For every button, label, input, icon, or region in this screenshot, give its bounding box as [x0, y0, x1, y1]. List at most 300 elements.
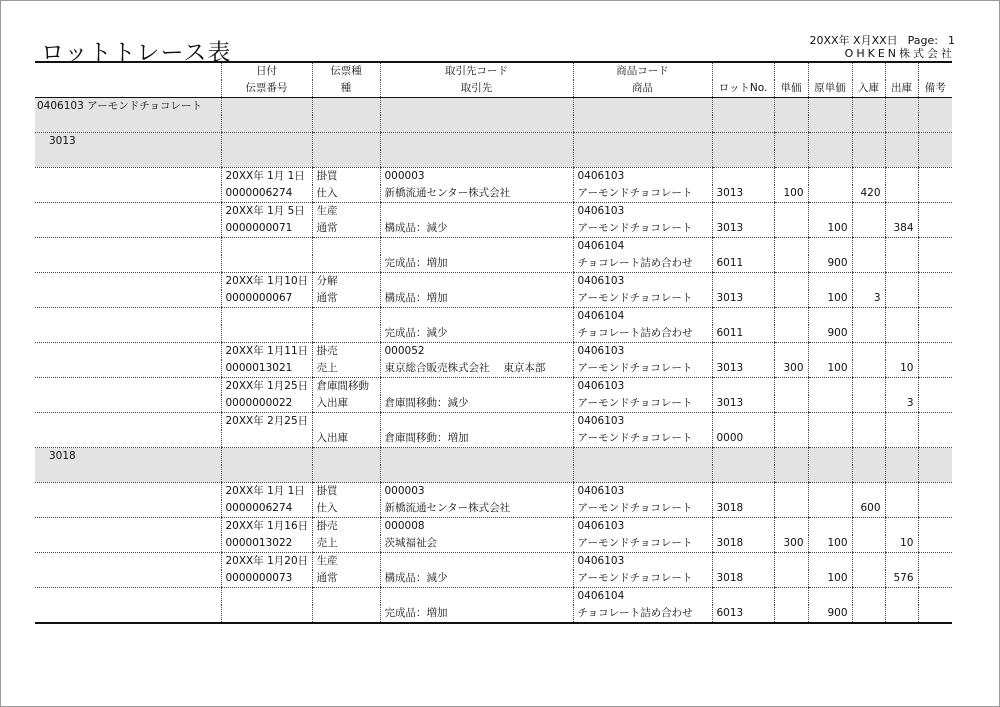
product-name-cell: チョコレート詰め合わせ	[573, 605, 712, 623]
slip-no-cell	[221, 430, 312, 448]
unit-price-cell	[774, 395, 808, 413]
empty-cell	[918, 168, 952, 186]
empty-cell	[808, 518, 852, 536]
cost-price-cell: 900	[808, 605, 852, 623]
partner-code-cell: 000003	[380, 168, 573, 186]
partner-name-cell: 新橋流通センター株式会社	[380, 185, 573, 203]
empty-cell	[852, 308, 885, 326]
partner-name-cell: 構成品：減少	[380, 570, 573, 588]
empty-cell	[885, 238, 918, 256]
empty-cell	[774, 553, 808, 571]
empty-cell	[918, 553, 952, 571]
spacer-cell	[35, 395, 221, 413]
out-qty-cell	[885, 325, 918, 343]
empty-cell	[808, 238, 852, 256]
slip-type-2-cell	[312, 255, 380, 273]
lot-no-cell: 3013	[712, 360, 774, 378]
page-label: Page:	[907, 34, 938, 47]
product-name-cell: アーモンドチョコレート	[573, 430, 712, 448]
slip-no-cell: 0000006274	[221, 500, 312, 518]
lot-no-cell: 3013	[712, 395, 774, 413]
header-out: 出庫	[885, 80, 918, 98]
cost-price-cell	[808, 448, 852, 466]
partner-cell	[380, 133, 573, 151]
spacer-cell	[35, 343, 221, 361]
partner-code-cell	[380, 238, 573, 256]
date-cell	[221, 115, 312, 133]
lot-cell	[712, 448, 774, 466]
product-code-cell: 0406104	[573, 588, 712, 606]
product-code-cell: 0406103	[573, 168, 712, 186]
product-cell	[573, 465, 712, 483]
lot-no-cell: 3013	[712, 290, 774, 308]
note-cell	[918, 360, 952, 378]
product-code-cell: 0406103	[573, 518, 712, 536]
date-cell: 20XX年 1月20日	[221, 553, 312, 571]
partner-code-cell	[380, 588, 573, 606]
spacer-cell	[35, 413, 221, 431]
empty-cell	[885, 203, 918, 221]
table-row	[35, 570, 952, 588]
product-name-cell: アーモンドチョコレート	[573, 395, 712, 413]
cost-price-cell	[808, 98, 852, 116]
lot-no-cell: 3013	[712, 220, 774, 238]
group-label-cell	[35, 150, 221, 168]
header-partner: 取引先	[380, 80, 573, 98]
empty-cell	[808, 308, 852, 326]
note-cell	[918, 325, 952, 343]
date-cell	[221, 448, 312, 466]
note-cell	[918, 448, 952, 466]
note-cell	[918, 605, 952, 623]
spacer-cell	[35, 378, 221, 396]
report-date: 20XX年 X月XX日	[809, 34, 898, 47]
unit-price-cell	[774, 500, 808, 518]
slip-type-2-cell: 仕入	[312, 185, 380, 203]
lot-no-cell: 0000	[712, 430, 774, 448]
table-row	[35, 238, 952, 256]
empty-cell	[808, 553, 852, 571]
date-cell: 20XX年 1月 1日	[221, 168, 312, 186]
slip-no-cell: 0000006274	[221, 185, 312, 203]
lot-group-row	[35, 133, 952, 151]
slip-type-cell	[312, 308, 380, 326]
header-cost-price: 原単価	[808, 80, 852, 98]
product-group-row	[35, 98, 952, 116]
slip-no-cell	[221, 255, 312, 273]
spacer-cell	[35, 325, 221, 343]
product-code-cell: 0406103	[573, 203, 712, 221]
in-cell	[852, 465, 885, 483]
spacer-cell	[35, 168, 221, 186]
empty-cell	[712, 273, 774, 291]
empty-cell	[774, 308, 808, 326]
lot-cell	[712, 133, 774, 151]
partner-code-cell	[380, 378, 573, 396]
report-date-line	[799, 34, 955, 47]
cost-price-cell	[808, 115, 852, 133]
cost-price-cell	[808, 395, 852, 413]
slip-no-cell: 0000013021	[221, 360, 312, 378]
slip-type-cell: 倉庫間移動	[312, 378, 380, 396]
spacer-cell	[35, 483, 221, 501]
partner-name-cell: 構成品：増加	[380, 290, 573, 308]
unit-price-cell	[774, 133, 808, 151]
note-cell	[918, 290, 952, 308]
spacer-cell	[35, 255, 221, 273]
lot-no-cell: 6011	[712, 255, 774, 273]
partner-code-cell	[380, 413, 573, 431]
empty-cell	[712, 588, 774, 606]
cost-price-cell	[808, 150, 852, 168]
product-cell	[573, 133, 712, 151]
empty-cell	[852, 518, 885, 536]
table-row	[35, 535, 952, 553]
note-cell	[918, 115, 952, 133]
header-slip-no: 伝票番号	[221, 80, 312, 98]
spacer-cell	[35, 273, 221, 291]
type-cell	[312, 133, 380, 151]
slip-type-cell: 分解	[312, 273, 380, 291]
table-row	[35, 395, 952, 413]
note-cell	[918, 255, 952, 273]
out-qty-cell: 10	[885, 535, 918, 553]
empty-cell	[808, 588, 852, 606]
lot-group-label: 3018	[35, 448, 221, 466]
table-row	[35, 168, 952, 186]
empty-cell	[852, 553, 885, 571]
out-qty-cell: 10	[885, 360, 918, 378]
spacer-cell	[35, 220, 221, 238]
unit-price-cell	[774, 448, 808, 466]
header-product: 商品	[573, 80, 712, 98]
out-qty-cell	[885, 255, 918, 273]
spacer-cell	[35, 308, 221, 326]
product-name-cell: アーモンドチョコレート	[573, 535, 712, 553]
empty-cell	[774, 343, 808, 361]
empty-cell	[808, 168, 852, 186]
slip-type-2-cell	[312, 605, 380, 623]
partner-name-cell: 倉庫間移動：増加	[380, 430, 573, 448]
in-qty-cell	[852, 430, 885, 448]
slip-type-2-cell: 入出庫	[312, 395, 380, 413]
empty-cell	[808, 273, 852, 291]
product-code-cell: 0406104	[573, 238, 712, 256]
cost-price-cell: 900	[808, 255, 852, 273]
type-cell	[312, 448, 380, 466]
table-row	[35, 605, 952, 623]
table-row	[35, 553, 952, 571]
note-cell	[918, 465, 952, 483]
partner-cell	[380, 448, 573, 466]
slip-no-cell: 0000000073	[221, 570, 312, 588]
table-row	[35, 500, 952, 518]
partner-cell	[380, 115, 573, 133]
date-cell: 20XX年 2月25日	[221, 413, 312, 431]
date-cell	[221, 588, 312, 606]
empty-cell	[808, 378, 852, 396]
product-code-cell: 0406104	[573, 308, 712, 326]
header-partner-code: 取引先コード	[380, 62, 573, 80]
header-product-code: 商品コード	[573, 62, 712, 80]
date-cell: 20XX年 1月 1日	[221, 483, 312, 501]
in-qty-cell	[852, 395, 885, 413]
spacer-cell	[35, 360, 221, 378]
out-cell	[885, 115, 918, 133]
empty-cell	[885, 413, 918, 431]
out-cell	[885, 150, 918, 168]
spacer-cell	[35, 203, 221, 221]
lot-no-cell: 6013	[712, 605, 774, 623]
table-row	[35, 518, 952, 536]
in-cell	[852, 150, 885, 168]
partner-code-cell: 000008	[380, 518, 573, 536]
cost-price-cell: 100	[808, 220, 852, 238]
empty-cell	[885, 483, 918, 501]
group-label-cell	[35, 465, 221, 483]
empty-cell	[774, 413, 808, 431]
lot-cell	[712, 115, 774, 133]
empty-cell	[712, 378, 774, 396]
empty-cell	[852, 273, 885, 291]
out-qty-cell	[885, 605, 918, 623]
slip-type-2-cell: 入出庫	[312, 430, 380, 448]
type-cell	[312, 115, 380, 133]
slip-no-cell: 0000000022	[221, 395, 312, 413]
unit-price-cell	[774, 150, 808, 168]
product-cell	[573, 98, 712, 116]
empty-cell	[774, 168, 808, 186]
in-qty-cell: 3	[852, 290, 885, 308]
spacer-cell	[35, 430, 221, 448]
slip-no-cell: 0000013022	[221, 535, 312, 553]
empty-cell	[808, 343, 852, 361]
empty-cell	[852, 483, 885, 501]
in-cell	[852, 98, 885, 116]
unit-price-cell	[774, 465, 808, 483]
empty-cell	[885, 378, 918, 396]
empty-cell	[712, 238, 774, 256]
out-qty-cell: 576	[885, 570, 918, 588]
product-code-cell: 0406103	[573, 343, 712, 361]
date-cell: 20XX年 1月16日	[221, 518, 312, 536]
empty-cell	[918, 378, 952, 396]
in-qty-cell	[852, 535, 885, 553]
note-cell	[918, 185, 952, 203]
unit-price-cell: 100	[774, 185, 808, 203]
table-header	[35, 62, 952, 98]
table-body	[35, 98, 952, 624]
out-qty-cell	[885, 430, 918, 448]
table-row	[35, 255, 952, 273]
slip-type-2-cell: 仕入	[312, 500, 380, 518]
empty-cell	[774, 588, 808, 606]
partner-name-cell: 完成品：増加	[380, 605, 573, 623]
partner-name-cell: 構成品：減少	[380, 220, 573, 238]
header-in: 入庫	[852, 80, 885, 98]
partner-code-cell: 000052	[380, 343, 573, 361]
in-qty-cell	[852, 570, 885, 588]
empty-cell	[885, 553, 918, 571]
lot-group-label: 3013	[35, 133, 221, 151]
empty-cell	[712, 553, 774, 571]
table-row	[35, 343, 952, 361]
spacer-cell	[35, 588, 221, 606]
out-qty-cell	[885, 290, 918, 308]
company-name: OHKEN株式会社	[844, 47, 955, 60]
note-cell	[918, 220, 952, 238]
slip-type-cell: 掛買	[312, 168, 380, 186]
type-cell	[312, 150, 380, 168]
product-name-cell: アーモンドチョコレート	[573, 570, 712, 588]
cost-price-cell: 100	[808, 360, 852, 378]
partner-cell	[380, 150, 573, 168]
lot-no-cell: 3018	[712, 535, 774, 553]
slip-type-cell: 掛売	[312, 343, 380, 361]
empty-cell	[918, 483, 952, 501]
cost-price-cell	[808, 465, 852, 483]
slip-type-2-cell: 通常	[312, 290, 380, 308]
note-cell	[918, 395, 952, 413]
out-cell	[885, 98, 918, 116]
empty-cell	[774, 483, 808, 501]
out-cell	[885, 465, 918, 483]
empty-cell	[918, 343, 952, 361]
empty-cell	[808, 413, 852, 431]
unit-price-cell	[774, 115, 808, 133]
slip-type-cell	[312, 413, 380, 431]
empty-cell	[918, 308, 952, 326]
unit-price-cell	[774, 430, 808, 448]
in-qty-cell	[852, 255, 885, 273]
product-code-cell: 0406103	[573, 483, 712, 501]
lot-no-cell: 3013	[712, 185, 774, 203]
spacer-cell	[35, 185, 221, 203]
out-qty-cell	[885, 185, 918, 203]
empty-cell	[852, 378, 885, 396]
date-cell	[221, 465, 312, 483]
lot-cell	[712, 465, 774, 483]
partner-code-cell	[380, 553, 573, 571]
partner-name-cell: 東京総合販売株式会社 東京本部	[380, 360, 573, 378]
empty-cell	[885, 308, 918, 326]
header-unit-price: 単価	[774, 80, 808, 98]
product-name-cell: アーモンドチョコレート	[573, 290, 712, 308]
product-name-cell: アーモンドチョコレート	[573, 185, 712, 203]
partner-name-cell: 完成品：減少	[380, 325, 573, 343]
unit-price-cell	[774, 255, 808, 273]
slip-type-2-cell: 通常	[312, 220, 380, 238]
note-cell	[918, 133, 952, 151]
date-cell: 20XX年 1月11日	[221, 343, 312, 361]
out-qty-cell	[885, 500, 918, 518]
partner-code-cell	[380, 203, 573, 221]
spacer-cell	[35, 605, 221, 623]
empty-cell	[774, 238, 808, 256]
table-row	[35, 588, 952, 606]
partner-name-cell: 完成品：増加	[380, 255, 573, 273]
in-qty-cell	[852, 220, 885, 238]
unit-price-cell: 300	[774, 535, 808, 553]
slip-type-2-cell: 売上	[312, 360, 380, 378]
table-row	[35, 378, 952, 396]
unit-price-cell: 300	[774, 360, 808, 378]
unit-price-cell	[774, 605, 808, 623]
table-row	[35, 325, 952, 343]
page-number: 1	[948, 34, 955, 47]
date-cell	[221, 98, 312, 116]
table-row	[35, 273, 952, 291]
empty-cell	[852, 588, 885, 606]
header-lot: ロットNo.	[712, 80, 774, 98]
in-cell	[852, 115, 885, 133]
date-cell: 20XX年 1月25日	[221, 378, 312, 396]
empty-cell	[852, 343, 885, 361]
partner-code-cell	[380, 273, 573, 291]
product-cell	[573, 150, 712, 168]
empty-cell	[918, 273, 952, 291]
cost-price-cell: 100	[808, 290, 852, 308]
empty-cell	[808, 483, 852, 501]
slip-type-cell: 生産	[312, 203, 380, 221]
note-cell	[918, 150, 952, 168]
empty-cell	[712, 343, 774, 361]
table-row	[35, 290, 952, 308]
empty-cell	[774, 273, 808, 291]
spacer-cell	[35, 500, 221, 518]
spacer-cell	[35, 290, 221, 308]
spacer-cell	[35, 570, 221, 588]
cost-price-cell	[808, 430, 852, 448]
lot-no-cell: 3018	[712, 570, 774, 588]
spacer-cell	[35, 238, 221, 256]
empty-cell	[712, 413, 774, 431]
empty-cell	[774, 203, 808, 221]
date-cell	[221, 150, 312, 168]
table-row	[35, 185, 952, 203]
slip-type-cell	[312, 588, 380, 606]
in-qty-cell: 420	[852, 185, 885, 203]
product-name-cell: アーモンドチョコレート	[573, 500, 712, 518]
lot-cell	[712, 98, 774, 116]
unit-price-cell	[774, 290, 808, 308]
lot-trace-table	[35, 61, 952, 624]
slip-type-cell: 掛売	[312, 518, 380, 536]
empty-cell	[885, 588, 918, 606]
out-cell	[885, 133, 918, 151]
unit-price-cell	[774, 220, 808, 238]
header-date: 日付	[221, 62, 312, 80]
date-cell	[221, 308, 312, 326]
slip-type-cell: 掛買	[312, 483, 380, 501]
empty-cell	[885, 343, 918, 361]
product-cell	[573, 115, 712, 133]
table-row	[35, 483, 952, 501]
empty-cell	[712, 483, 774, 501]
empty-cell	[852, 413, 885, 431]
table-row	[35, 413, 952, 431]
product-code-cell: 0406103	[573, 413, 712, 431]
empty-cell	[712, 203, 774, 221]
in-qty-cell	[852, 360, 885, 378]
date-cell	[221, 133, 312, 151]
partner-cell	[380, 465, 573, 483]
type-cell	[312, 465, 380, 483]
cost-price-cell: 100	[808, 570, 852, 588]
note-cell	[918, 500, 952, 518]
empty-cell	[712, 518, 774, 536]
slip-no-cell: 0000000067	[221, 290, 312, 308]
